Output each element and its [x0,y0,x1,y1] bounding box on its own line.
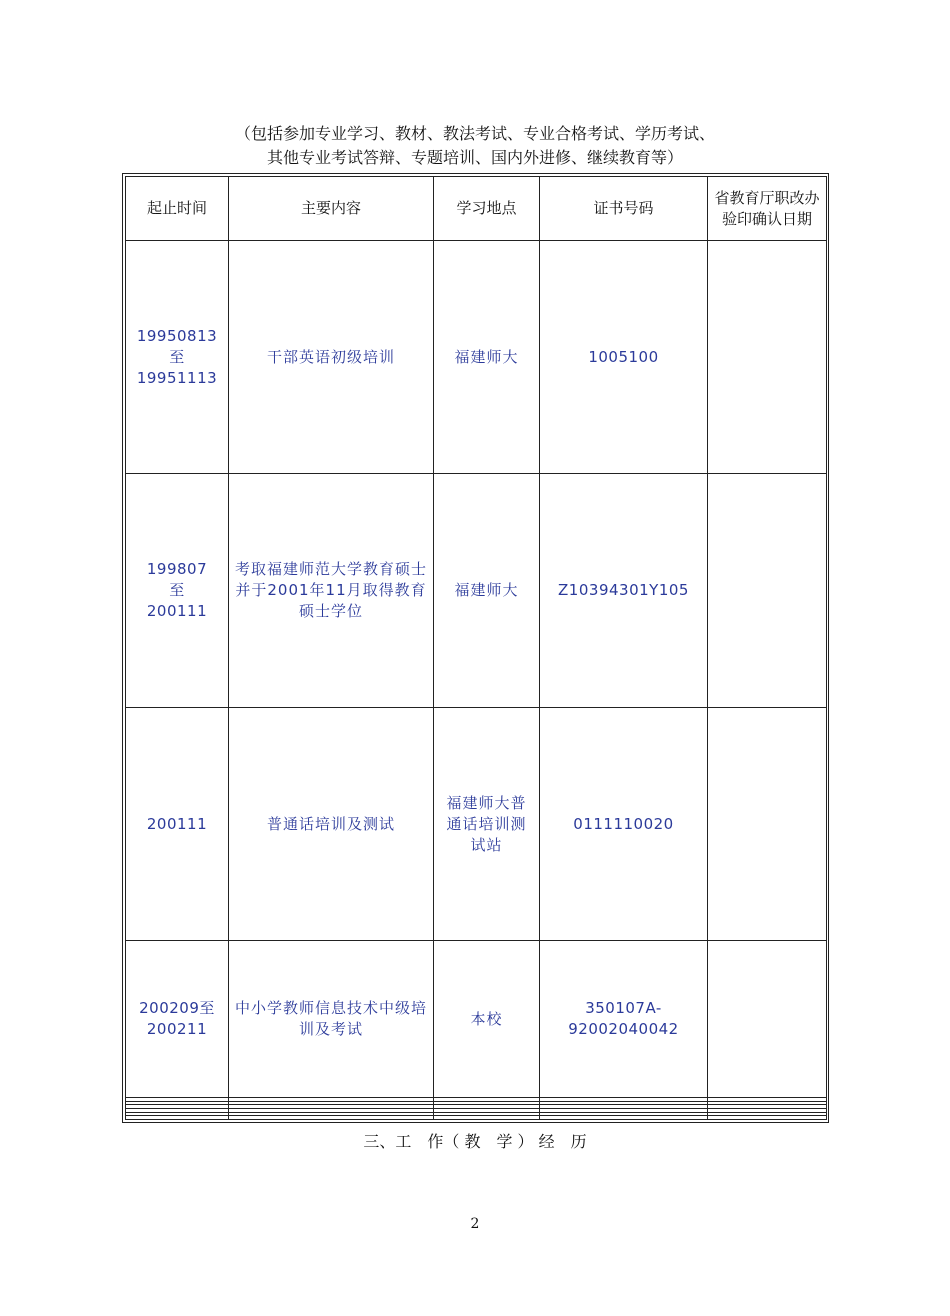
cell-content: 普通话培训及测试 [229,707,434,940]
cell-cert: 0111110020 [540,707,708,940]
table-row [126,474,827,707]
page-number: 2 [470,1216,480,1232]
table-row [126,1116,827,1120]
cell-place: 福建师大普通话培训测试站 [434,707,540,940]
cell-time: 200111 [126,707,229,940]
cell-time: 200209至200211 [126,941,229,1098]
cell-time [126,1116,229,1120]
intro-note [0,122,950,170]
cell-content [229,1116,434,1120]
intro-line-2: 其他专业考试答辩、专题培训、国内外进修、继续教育等） [266,148,683,167]
cell-date [708,474,827,707]
cell-cert: Z10394301Y105 [540,474,708,707]
intro-line-1: （包括参加专业学习、教材、教法考试、专业合格考试、学历考试、 [234,124,715,143]
header-place: 学习地点 [434,177,540,241]
section-heading: 三、工 作（ 教 学 ） 经 历 [363,1132,587,1151]
cell-place: 本校 [434,941,540,1098]
table-row [126,707,827,940]
cell-cert [540,1116,708,1120]
cell-content: 干部英语初级培训 [229,241,434,474]
cell-content: 中小学教师信息技术中级培训及考试 [229,941,434,1098]
table-row [126,941,827,1098]
header-cert: 证书号码 [540,177,708,241]
cell-date [708,707,827,940]
cell-time: 19950813 至 19951113 [126,241,229,474]
cell-time: 199807 至 200111 [126,474,229,707]
header-confirm-date: 省教育厅职改办验印确认日期 [708,177,827,241]
study-record-grid [125,176,827,1120]
header-content: 主要内容 [229,177,434,241]
cell-date [708,941,827,1098]
cell-place [434,1116,540,1120]
cell-place: 福建师大 [434,241,540,474]
table-row [126,241,827,474]
header-row [126,177,827,241]
cell-date [708,1116,827,1120]
cell-date [708,241,827,474]
study-record-table [122,173,829,1123]
header-time: 起止时间 [126,177,229,241]
cell-place: 福建师大 [434,474,540,707]
cell-cert: 350107A-92002040042 [540,941,708,1098]
cell-cert: 1005100 [540,241,708,474]
cell-content: 考取福建师范大学教育硕士并于2001年11月取得教育硕士学位 [229,474,434,707]
table-body [126,241,827,1120]
